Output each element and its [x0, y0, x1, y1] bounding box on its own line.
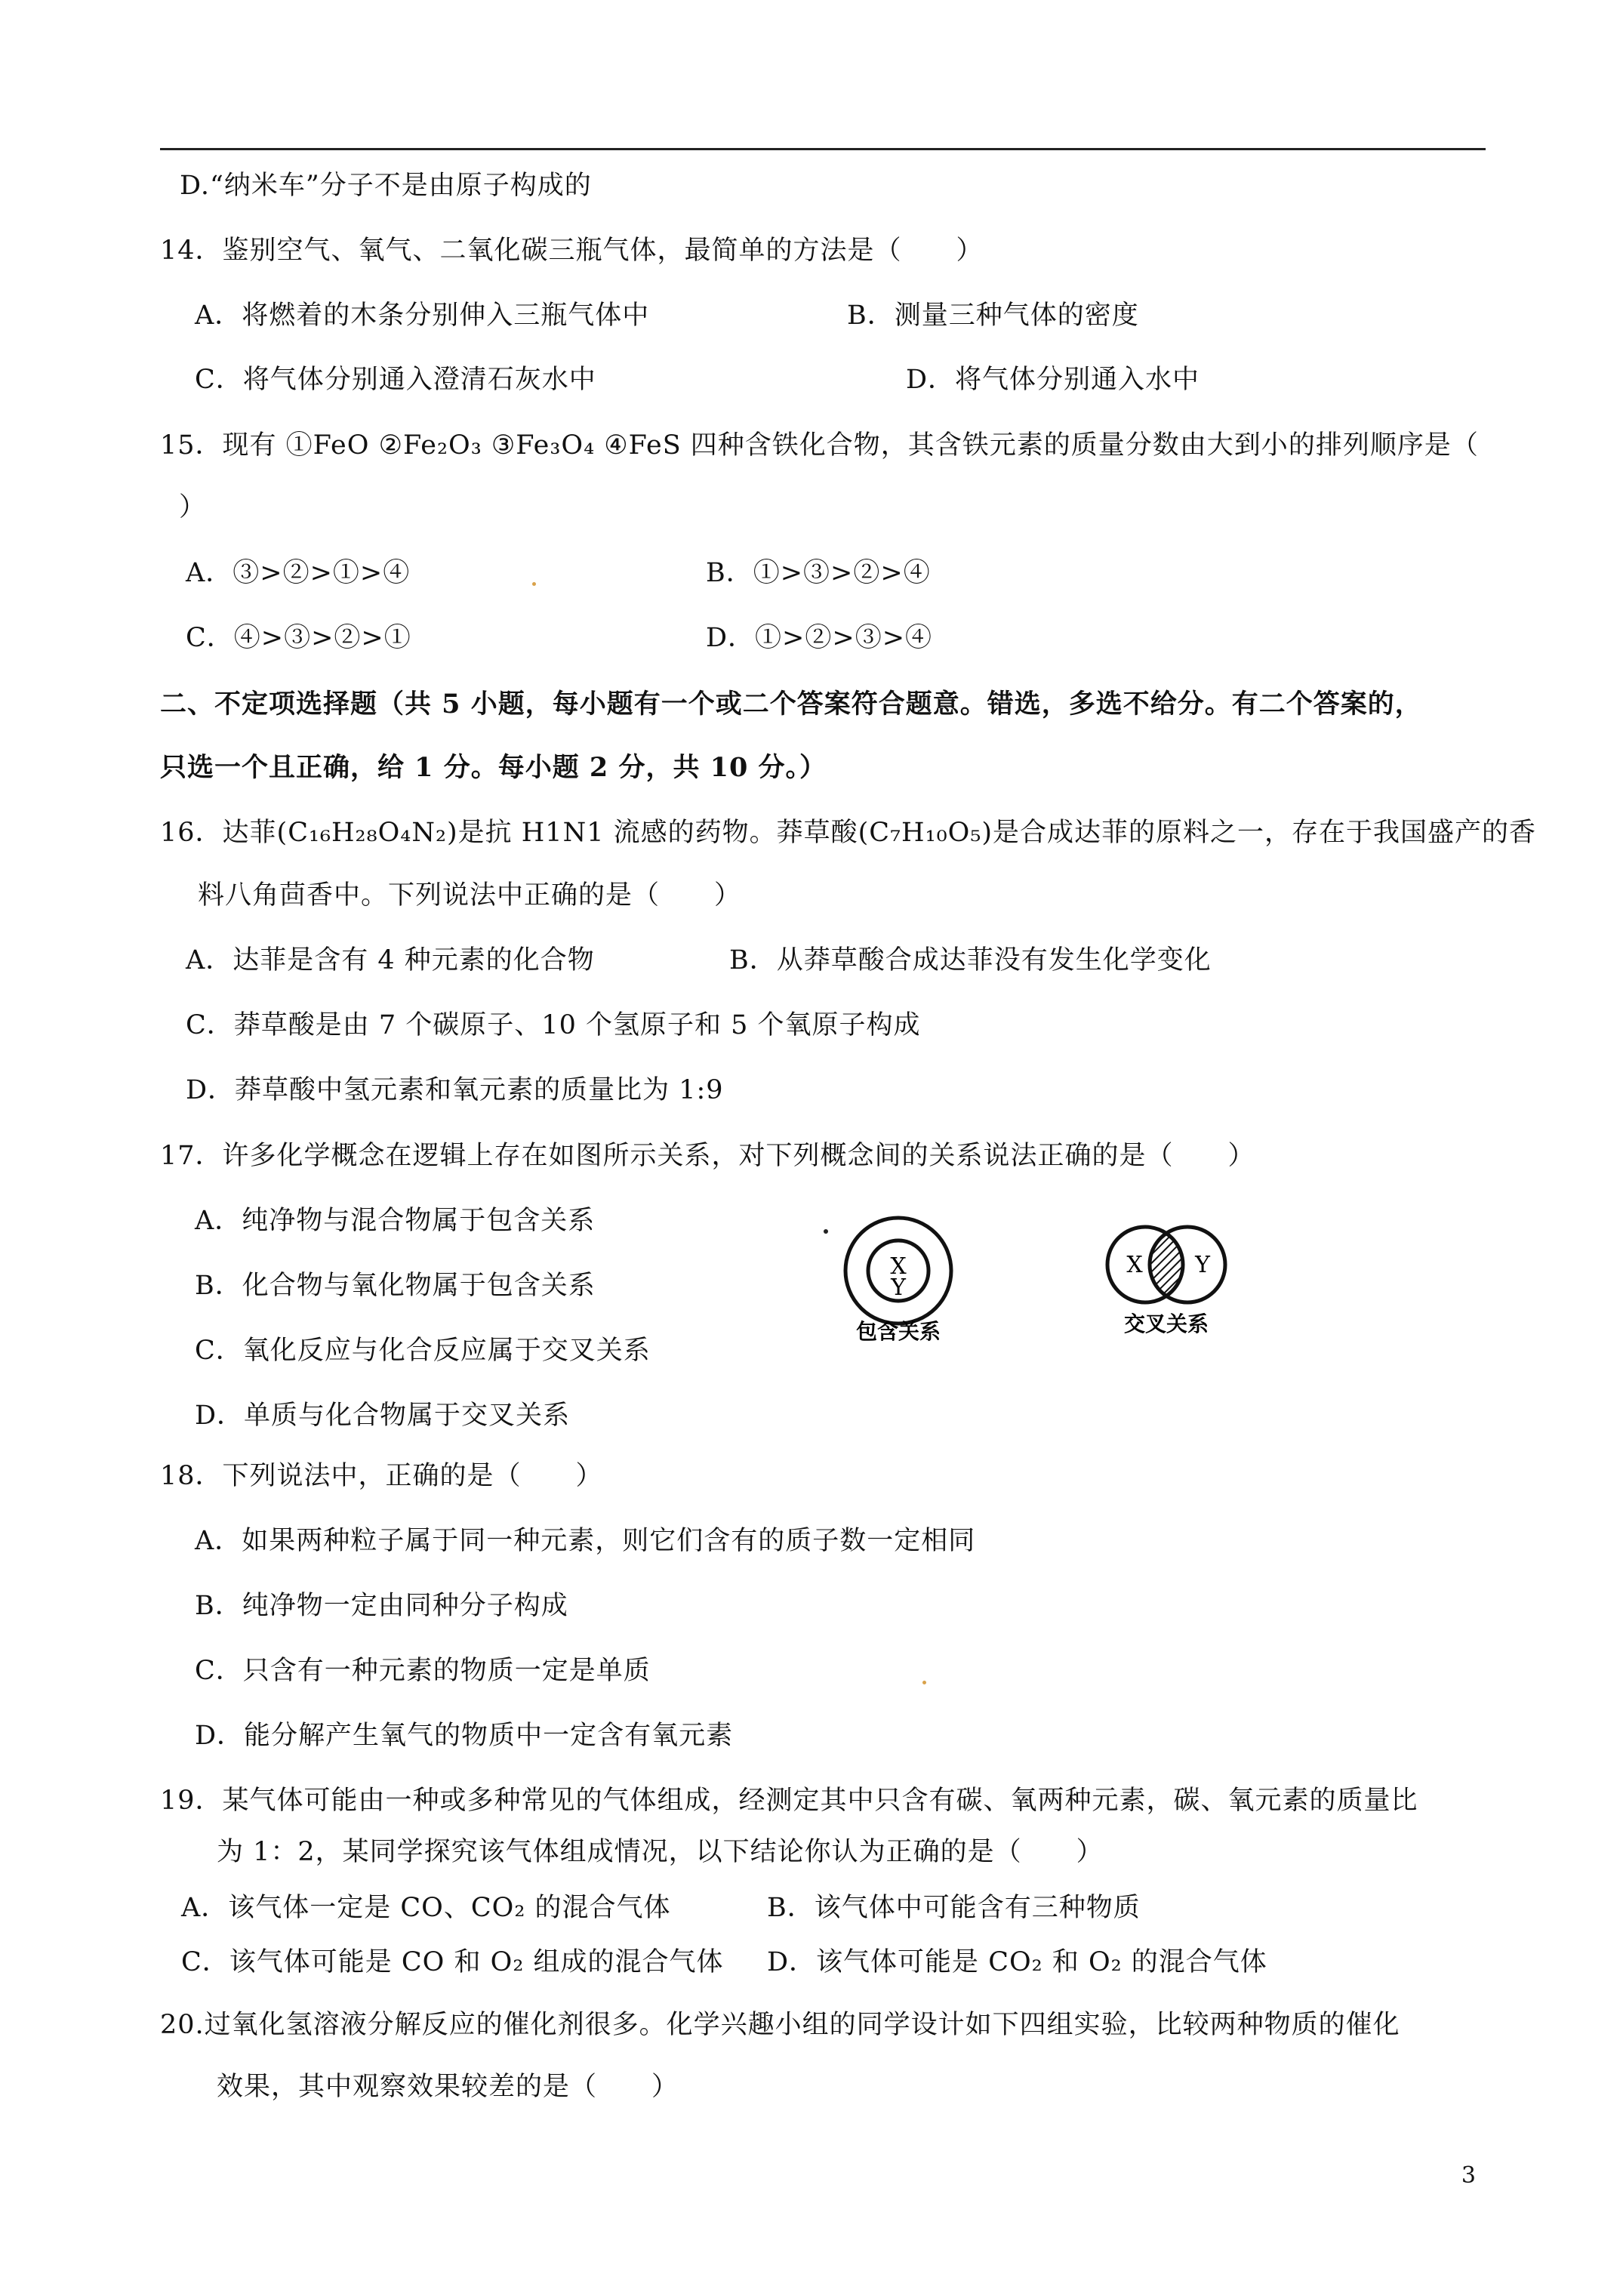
scan-mark [824, 1229, 828, 1234]
q18-option-a: A．如果两种粒子属于同一种元素，则它们含有的质子数一定相同 [195, 1526, 976, 1556]
q18-option-d: D．能分解产生氧气的物质中一定含有氧元素 [195, 1721, 734, 1751]
q15-option-c: C．④>③>②>① [186, 623, 411, 653]
intersection-diagram [1091, 1212, 1264, 1344]
q17-stem: 17．许多化学概念在逻辑上存在如图所示关系，对下列概念间的关系说法正确的是（ ） [160, 1141, 1255, 1171]
header-rule [160, 148, 1486, 150]
q18-stem: 18．下列说法中，正确的是（ ） [160, 1461, 603, 1491]
q19-option-c: C．该气体可能是 CO 和 O₂ 组成的混合气体 [181, 1947, 724, 1977]
q16-stem: 16．达菲(C₁₆H₂₈O₄N₂)是抗 H1N1 流感的药物。莽草酸(C₇H₁₀O₅)是合成达菲的原料之一，存在于我国盛产的香 [160, 818, 1537, 848]
q16-stem-cont: 料八角茴香中。下列说法中正确的是（ ） [198, 880, 742, 911]
q15-stem-cont: ） [179, 492, 207, 522]
q18-option-b: B．纯净物一定由同种分子构成 [195, 1591, 568, 1621]
q19-stem: 19．某气体可能由一种或多种常见的气体组成，经测定其中只含有碳、氧两种元素，碳、氧元素的质量比 [160, 1786, 1418, 1816]
inclusion-label-y: Y [891, 1274, 906, 1301]
intersection-caption: 交叉关系 [1123, 1311, 1209, 1336]
intersection-label-x: X [1126, 1252, 1143, 1278]
page-number: 3 [1461, 2162, 1476, 2189]
section-2-heading: 二、不定项选择题（共 5 小题，每小题有一个或二个答案符合题意。错选，多选不给分。有二个答案的， [160, 689, 1422, 720]
scan-speck [922, 1681, 926, 1684]
q20-stem: 20.过氧化氢溶液分解反应的催化剂很多。化学兴趣小组的同学设计如下四组实验，比较两种物质的催化 [160, 2010, 1400, 2040]
q14-option-c: C．将气体分别通入澄清石灰水中 [195, 365, 596, 395]
inclusion-label-x: X [890, 1253, 907, 1280]
q15-stem: 15．现有 ①FeO ②Fe₂O₃ ③Fe₃O₄ ④FeS 四种含铁化合物，其含铁元素的质量分数由大到小的排列顺序是（ [160, 430, 1479, 461]
q14-stem: 14．鉴别空气、氧气、二氧化碳三瓶气体，最简单的方法是（ ） [160, 236, 984, 266]
inclusion-caption: 包含关系 [855, 1319, 941, 1344]
q17-option-b: B．化合物与氧化物属于包含关系 [195, 1271, 596, 1301]
q15-option-b: B．①>③>②>④ [706, 558, 931, 588]
scan-speck [532, 582, 536, 586]
q14-option-a: A．将燃着的木条分别伸入三瓶气体中 [195, 300, 650, 331]
q18-option-c: C．只含有一种元素的物质一定是单质 [195, 1656, 651, 1686]
q15-option-d: D．①>②>③>④ [706, 623, 933, 653]
q19-option-b: B．该气体中可能含有三种物质 [767, 1893, 1141, 1923]
q14-option-b: B．测量三种气体的密度 [847, 300, 1139, 331]
section-2-heading-cont: 只选一个且正确，给 1 分。每小题 2 分，共 10 分。） [160, 752, 827, 783]
q17-option-c: C．氧化反应与化合反应属于交叉关系 [195, 1336, 651, 1366]
intersection-label-y: Y [1195, 1252, 1210, 1278]
q16-option-a: A．达菲是含有 4 种元素的化合物 [186, 945, 595, 975]
q16-option-c: C．莽草酸是由 7 个碳原子、10 个氢原子和 5 个氧原子构成 [186, 1010, 921, 1040]
q19-option-d: D．该气体可能是 CO₂ 和 O₂ 的混合气体 [767, 1947, 1267, 1977]
q17-option-d: D．单质与化合物属于交叉关系 [195, 1401, 571, 1431]
q16-option-b: B．从莽草酸合成达菲没有发生化学变化 [729, 945, 1212, 975]
inclusion-diagram [823, 1212, 1019, 1344]
q19-option-a: A．该气体一定是 CO、CO₂ 的混合气体 [181, 1893, 671, 1923]
q15-option-a: A．③>②>①>④ [186, 558, 411, 588]
q19-stem-cont: 为 1：2，某同学探究该气体组成情况，以下结论你认为正确的是（ ） [217, 1837, 1104, 1867]
q17-option-a: A．纯净物与混合物属于包含关系 [195, 1206, 596, 1236]
q20-stem-cont: 效果，其中观察效果较差的是（ ） [217, 2072, 679, 2102]
q16-option-d: D．莽草酸中氢元素和氧元素的质量比为 1:9 [186, 1075, 724, 1105]
q13-option-d: D.“纳米车”分子不是由原子构成的 [180, 171, 592, 201]
q14-option-d: D．将气体分别通入水中 [906, 365, 1200, 395]
